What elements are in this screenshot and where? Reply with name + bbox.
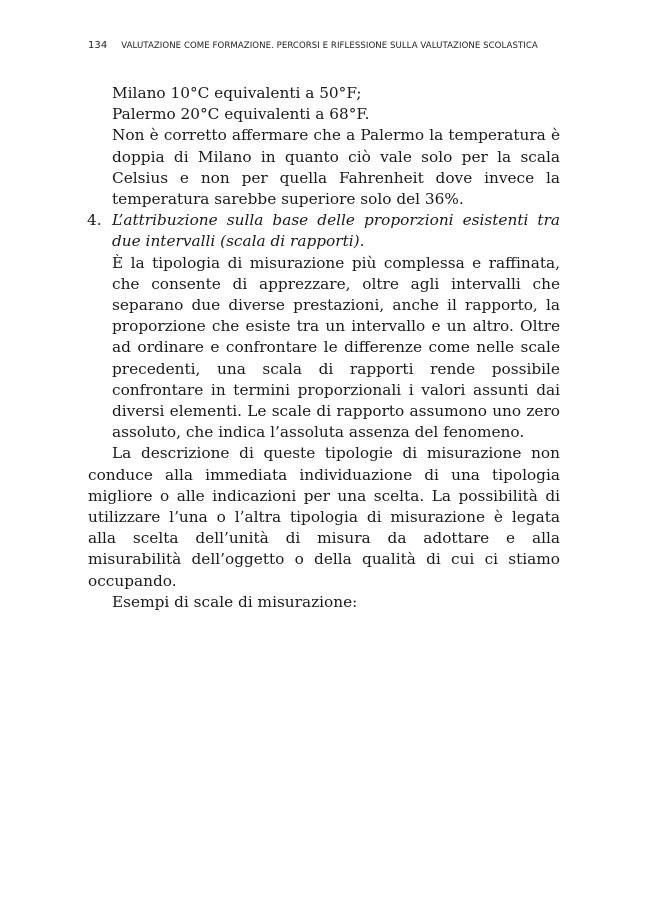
running-title: VALUTAZIONE COME FORMAZIONE. PERCORSI E RIFLESSIONE SULLA VALUTAZIONE SCOLASTICA bbox=[121, 41, 538, 51]
list-item-number: 4. bbox=[87, 211, 102, 230]
line-palermo: Palermo 20°C equivalenti a 68°F. bbox=[112, 105, 370, 124]
running-header bbox=[88, 40, 568, 51]
body-text bbox=[88, 83, 560, 613]
paragraph-rapporti: È la tipologia di misurazione più complessa e raffinata, che consente di apprezzare, oltre agli intervalli che separano due diverse prestazioni, anche il rapporto, la proporzione che esiste tra un intervallo e un altro. Oltre ad ordinare e confrontare le differenze come nelle scale precedenti, una scala di rapporti rende possibile confrontare in termini proporzionali i valori assunti dai diversi elementi. Le scale di rapporto assumono uno zero assoluto, che indica l’assoluta assenza del fenomeno. bbox=[112, 253, 560, 442]
paragraph-descrizione: La descrizione di queste tipologie di misurazione non conduce alla immediata individuazione di una tipologia migliore o alle indicazioni per una scelta. La possibilità di utilizzare l’una o l’altra tipologia di misurazione è legata alla scelta dell’unità di misura da adottare e alla misurabilità dell’oggetto o della qualità di cui ci stiamo occupando. bbox=[88, 444, 560, 590]
list-item-title: L’attribuzione sulla base delle proporzioni esistenti tra due intervalli (scala di rapporti). bbox=[112, 211, 560, 251]
line-milano: Milano 10°C equivalenti a 50°F; bbox=[112, 84, 362, 102]
paragraph-esempi: Esempi di scale di misurazione: bbox=[112, 592, 358, 611]
paragraph-celsius: Non è corretto affermare che a Palermo la temperatura è doppia di Milano in quanto ciò vale solo per la scala Celsius e non per quella Fahrenheit dove invece la temperatura sarebbe superiore solo del 36%. bbox=[112, 126, 560, 209]
list-item-4 bbox=[88, 210, 560, 252]
page-number: 134 bbox=[88, 40, 108, 51]
